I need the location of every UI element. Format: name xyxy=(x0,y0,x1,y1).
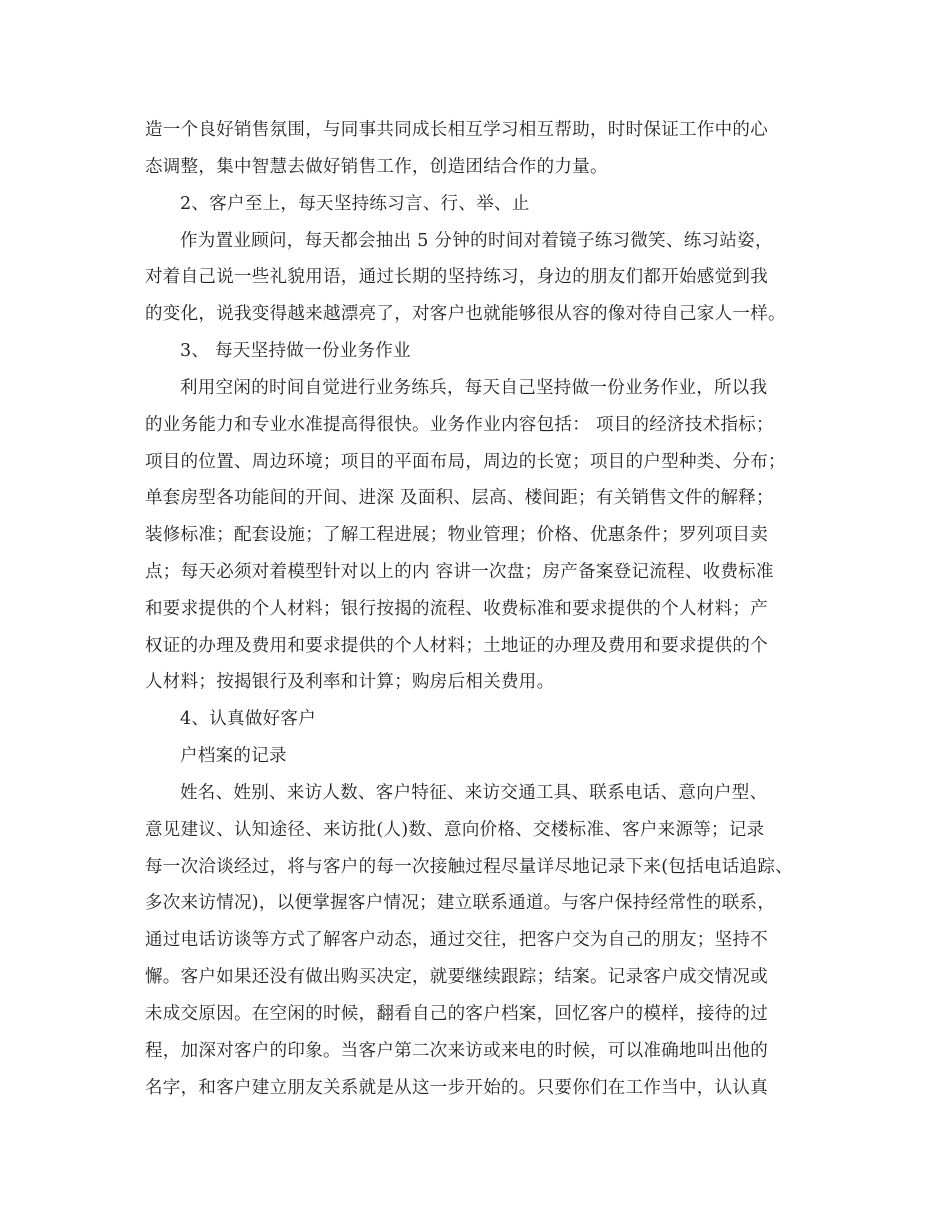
text-line: 程，加深对客户的印象。当客户第二次来访或来电的时候，可以准确地叫出他的 xyxy=(145,1041,768,1061)
section-heading: 3、 每天坚持做一份业务作业 xyxy=(180,341,411,361)
text-line: 未成交原因。在空闲的时候，翻看自己的客户档案，回忆客户的模样，接待的过 xyxy=(145,1004,768,1024)
text-line: 单套房型各功能间的开间、进深 及面积、层高、楼间距；有关销售文件的解释； xyxy=(145,488,774,508)
text-line: 的业务能力和专业水准提高得很快。业务作业内容包括： 项目的经济技术指标； xyxy=(145,415,774,435)
text-line: 项目的位置、周边环境；项目的平面布局，周边的长宽；项目的户型种类、分布； xyxy=(145,452,786,472)
text-line: 造一个良好销售氛围，与同事共同成长相互学习相互帮助，时时保证工作中的心 xyxy=(145,120,768,140)
text-line: 意见建议、认知途径、来访批(人)数、意向价格、交楼标准、客户来源等；记录 xyxy=(145,820,765,840)
text-line: 多次来访情况)，以便掌握客户情况；建立联系通道。与客户保持经常性的联系， xyxy=(145,893,776,913)
text-line: 点；每天必须对着模型针对以上的内 容讲一次盘；房产备案登记流程、收费标准 xyxy=(145,562,774,582)
section-heading: 户档案的记录 xyxy=(180,746,287,766)
text-line: 作为置业顾问，每天都会抽出 5 分钟的时间对着镜子练习微笑、练习站姿， xyxy=(180,231,773,251)
text-line: 每一次洽谈经过，将与客户的每一次接触过程尽量详尽地记录下来(包括电话追踪、 xyxy=(145,857,793,877)
section-heading: 2、客户至上，每天坚持练习言、行、举、止 xyxy=(180,194,530,214)
text-line: 名字，和客户建立朋友关系就是从这一步开始的。只要你们在工作当中，认认真 xyxy=(145,1078,768,1098)
section-heading: 4、认真做好客户 xyxy=(180,709,317,729)
text-line: 对着自己说一些礼貌用语，通过长期的坚持练习，身边的朋友们都开始感觉到我 xyxy=(145,267,768,287)
text-line: 人材料；按揭银行及利率和计算；购房后相关费用。 xyxy=(145,672,555,692)
text-line: 懈。客户如果还没有做出购买决定，就要继续跟踪；结案。记录客户成交情况或 xyxy=(145,967,768,987)
text-line: 和要求提供的个人材料；银行按揭的流程、收费标准和要求提供的个人材料；产 xyxy=(145,599,768,619)
text-line: 利用空闲的时间自觉进行业务练兵，每天自己坚持做一份业务作业，所以我 xyxy=(180,378,768,398)
text-line: 通过电话访谈等方式了解客户动态，通过交往，把客户交为自己的朋友；坚持不 xyxy=(145,930,768,950)
text-line: 态调整，集中智慧去做好销售工作，创造团结合作的力量。 xyxy=(145,157,608,177)
text-line: 的变化，说我变得越来越漂亮了，对客户也就能够很从容的像对待自己家人一样。 xyxy=(145,304,786,324)
text-line: 装修标准；配套设施；了解工程进展；物业管理；价格、优惠条件；罗列项目卖 xyxy=(145,525,768,545)
text-line: 姓名、姓别、来访人数、客户特征、来访交通工具、联系电话、意向户型、 xyxy=(180,783,768,803)
text-line: 权证的办理及费用和要求提供的个人材料；土地证的办理及费用和要求提供的个 xyxy=(145,636,768,656)
